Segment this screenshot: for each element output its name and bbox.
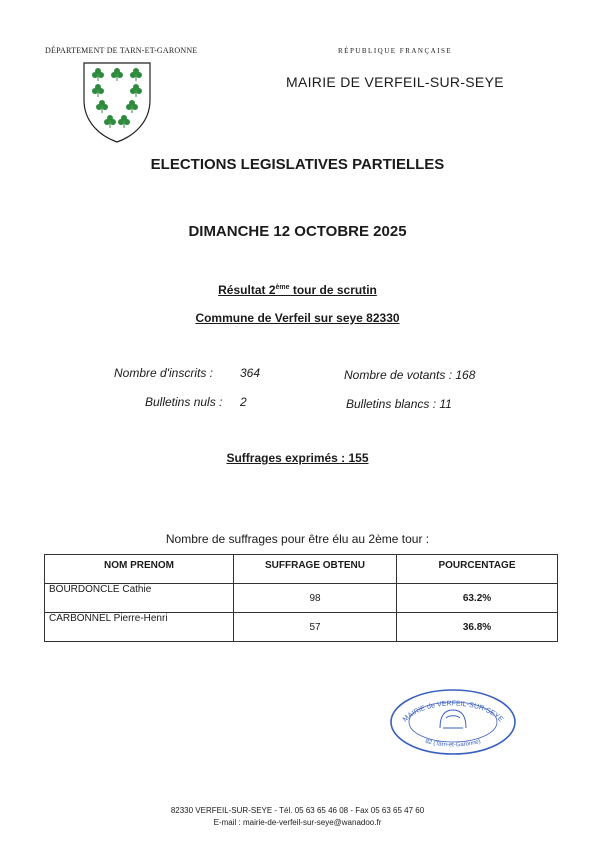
candidate-votes: 57 bbox=[234, 613, 397, 642]
inscrits-label: Nombre d'inscrits : bbox=[114, 366, 213, 380]
mairie-stamp bbox=[388, 688, 518, 756]
republic-label: RÉPUBLIQUE FRANÇAISE bbox=[338, 47, 453, 55]
mairie-title: MAIRIE DE VERFEIL-SUR-SEYE bbox=[286, 74, 504, 90]
results-table bbox=[44, 554, 558, 642]
footer-email: E-mail : mairie-de-verfeil-sur-seye@wanadoo.fr bbox=[213, 818, 382, 827]
candidate-votes: 98 bbox=[234, 584, 397, 613]
table-row bbox=[45, 584, 558, 613]
blancs-stat: Bulletins blancs : 11 bbox=[346, 397, 452, 411]
shield-with-clover-icon bbox=[80, 60, 154, 144]
table-intro: Nombre de suffrages pour être élu au 2ème tour : bbox=[165, 532, 430, 546]
candidate-name: CARBONNEL Pierre-Henri bbox=[45, 613, 234, 642]
candidate-percent: 63.2% bbox=[397, 584, 558, 613]
commune-heading: Commune de Verfeil sur seye 82330 bbox=[195, 311, 400, 325]
result-round-heading: Résultat 2ème tour de scrutin bbox=[218, 283, 377, 297]
header-percent: POURCENTAGE bbox=[397, 555, 558, 584]
exprimes-stat: Suffrages exprimés : 155 bbox=[226, 451, 369, 465]
stamp-bottom-text: 82 (Tarn-et-Garonne) bbox=[424, 738, 482, 749]
svg-text:MAIRIE de VERFEIL-SUR-SEYE bbox=[402, 700, 505, 723]
nuls-label: Bulletins nuls : bbox=[145, 395, 223, 409]
inscrits-value: 364 bbox=[240, 366, 261, 380]
candidate-name: BOURDONCLE Cathie bbox=[45, 584, 234, 613]
votants-stat: Nombre de votants : 168 bbox=[344, 368, 476, 382]
footer-address: 82330 VERFEIL-SUR-SEYE - Tél. 05 63 65 46 08 - Fax 05 63 65 47 60 bbox=[170, 806, 425, 815]
table-header-row bbox=[45, 555, 558, 584]
election-title: ELECTIONS LEGISLATIVES PARTIELLES bbox=[150, 156, 445, 173]
header-votes: SUFFRAGE OBTENU bbox=[234, 555, 397, 584]
stamp-top-text: MAIRIE de VERFEIL-SUR-SEYE bbox=[401, 700, 505, 724]
table-row bbox=[45, 613, 558, 642]
election-date: DIMANCHE 12 OCTOBRE 2025 bbox=[188, 223, 407, 240]
header-name: NOM PRENOM bbox=[45, 555, 234, 584]
candidate-percent: 36.8% bbox=[397, 613, 558, 642]
nuls-value: 2 bbox=[240, 395, 247, 409]
department-label: DÉPARTEMENT DE TARN-ET-GARONNE bbox=[45, 46, 198, 55]
